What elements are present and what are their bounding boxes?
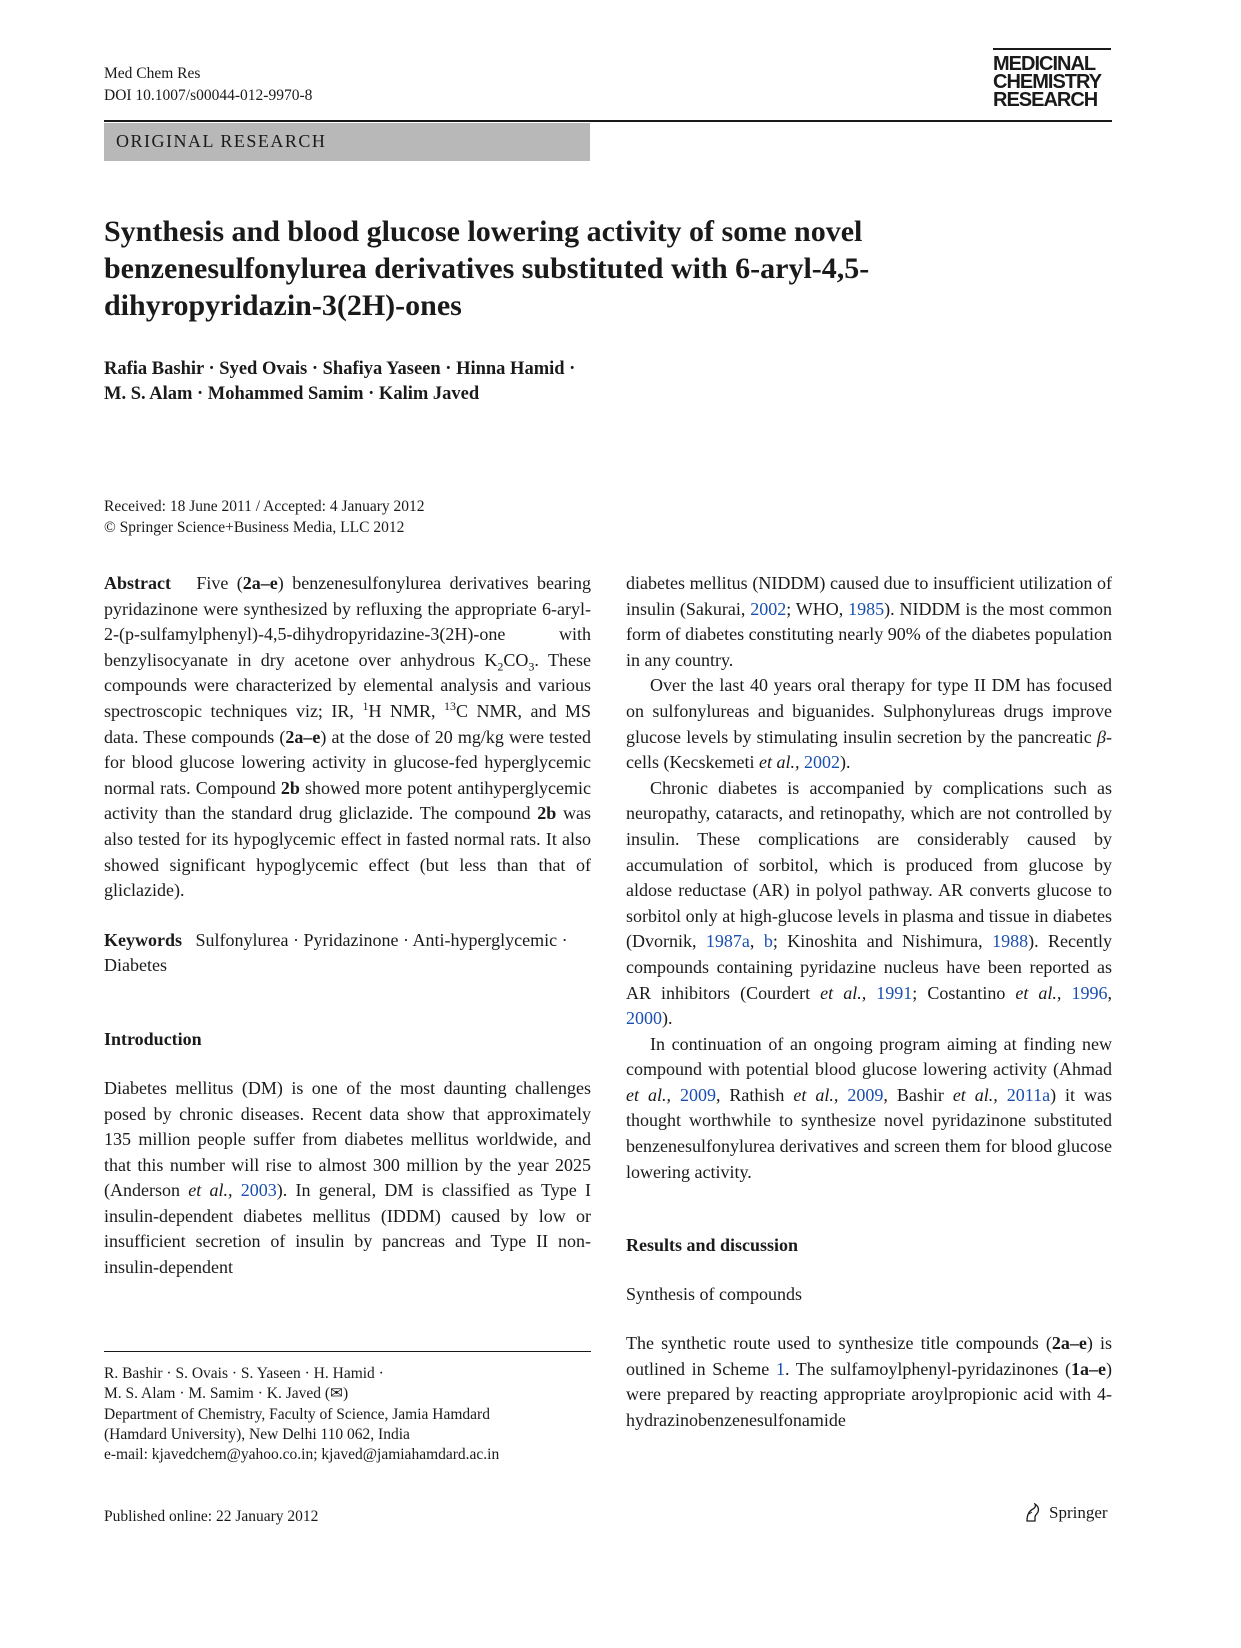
doi[interactable]: DOI 10.1007/s00044-012-9970-8 bbox=[104, 87, 313, 104]
intro-paragraph: Diabetes mellitus (DM) is one of the most daunting challenges posed by chronic diseases. Recent data show that approximately 135 million people suffer from diabetes mellitus worldwide, and that this number will rise to almost 300 million by the year 2025 (Anderson et al., 2003). In general, DM is classified as Type I insulin-dependent diabetes mellitus (IDDM) caused by low or insufficient secretion of insulin by pancreas and Type II non-insulin-dependent bbox=[104, 1077, 592, 1278]
ref-link[interactable]: 1996 bbox=[1071, 982, 1108, 1003]
authors-line-1: Rafia Bashir · Syed Ovais · Shafiya Yaseen · Hinna Hamid · bbox=[104, 359, 576, 379]
ref-link[interactable]: 1988 bbox=[992, 931, 1029, 952]
scheme-link[interactable]: 1 bbox=[775, 1358, 785, 1379]
logo-line-1: MEDICINAL bbox=[993, 53, 1096, 75]
ref-link[interactable]: b bbox=[763, 931, 773, 952]
abstract-label: Abstract bbox=[104, 573, 171, 593]
paragraph: In continuation of an ongoing program aiming at finding new compound with potential blood glucose lowering activity (Ahmad et al., 2009, Rathish et al., 2009, Bashir et al., 2011a) it was thought worthwhile to synthesize novel pyridazinone substituted benzenesulfonylurea derivatives and screen them for blood glucose lowering activity. bbox=[626, 1033, 1113, 1182]
logo-line-3: RESEARCH bbox=[993, 89, 1098, 111]
ref-link[interactable]: 2000 bbox=[626, 1008, 662, 1029]
affiliation: R. Bashir · S. Ovais · S. Yaseen · H. Hamid · M. S. Alam · M. Samim · K. Javed (✉) Department of Chemistry, Faculty of Science, Jamia Hamdard (Hamdard University), New Delhi 110 062, India e-mail: kjavedchem@yahoo.co.in; kjaved@jamiahamdard.ac.in bbox=[104, 1364, 591, 1465]
ref-link[interactable]: 2011a bbox=[1006, 1084, 1051, 1105]
ref-link[interactable]: 2002 bbox=[750, 598, 787, 619]
received-date: Received: 18 June 2011 / Accepted: 4 January 2012 bbox=[104, 498, 425, 515]
section-banner: ORIGINAL RESEARCH bbox=[104, 123, 590, 161]
ref-link[interactable]: 1991 bbox=[876, 982, 913, 1003]
dates bbox=[104, 496, 425, 538]
paragraph: diabetes mellitus (NIDDM) caused due to insufficient utilization of insulin (Sakurai, 2002; WHO, 1985). NIDDM is the most common form of diabetes constituting nearly 90% of the diabetes population in any country. bbox=[626, 573, 1112, 670]
authors-line-2: M. S. Alam · Mohammed Samim · Kalim Javed bbox=[104, 384, 480, 404]
left-column bbox=[104, 571, 591, 1281]
keywords bbox=[104, 928, 591, 979]
article-title: Synthesis and blood glucose lowering activity of some novel benzenesulfonylurea derivatives substituted with 6-aryl-4,5-dihyropyridazin-3(2H)-ones bbox=[104, 215, 870, 322]
logo-rule bbox=[993, 48, 1111, 50]
ref-link[interactable]: 2009 bbox=[847, 1084, 884, 1105]
paragraph: Over the last 40 years oral therapy for type II DM has focused on sulfonylureas and biguanides. Sulphonylureas drugs improve glucose levels by stimulating insulin secretion by the pancreatic β-cells (Kecskemeti et al., 2002). bbox=[626, 675, 1112, 773]
ref-link[interactable]: 2003 bbox=[240, 1180, 277, 1201]
synthesis-heading: Synthesis of compounds bbox=[626, 1284, 803, 1305]
ref-link[interactable]: 2002 bbox=[803, 752, 840, 773]
ref-link[interactable]: 2009 bbox=[679, 1084, 716, 1105]
ref-link[interactable]: 1985 bbox=[848, 598, 885, 619]
header-rule bbox=[104, 120, 1112, 122]
ref-link[interactable]: 1987a bbox=[705, 931, 750, 952]
email[interactable]: e-mail: kjavedchem@yahoo.co.in; kjaved@jamiahamdard.ac.in bbox=[104, 1446, 500, 1464]
authors bbox=[104, 357, 804, 407]
results-heading: Results and discussion bbox=[626, 1235, 799, 1256]
paragraph: Chronic diabetes is accompanied by complications such as neuropathy, cataracts, and retinopathy, which are not controlled by insulin. These complications are considerably caused by accumulation of sorbitol, which is produced from glucose by aldose reductase (AR) in polyol pathway. AR converts glucose to sorbitol only at high-glucose levels in plasma and tissue in diabetes (Dvornik, 1987a, b; Kinoshita and Nishimura, 1988). Recently compounds containing pyridazine nucleus have been reported as AR inhibitors (Courdert et al., 1991; Costantino et al., 1996, 2000). bbox=[626, 777, 1112, 1029]
copyright: © Springer Science+Business Media, LLC 2012 bbox=[104, 519, 405, 536]
published-date: Published online: 22 January 2012 bbox=[104, 1508, 319, 1525]
right-column bbox=[626, 571, 1112, 1434]
abstract: Abstract Five (2a–e) benzenesulfonylurea derivatives bearing pyridazinone were synthesized by refluxing the appropriate 6-aryl-2-(p-sulfamylphenyl)-4,5-dihydropyridazine-3(2H)-one with benzylisocyanate in dry acetone over anhydrous $K_2CO_3$. These compounds were characterized by elemental analysis and various spectroscopic techniques viz; IR, $^1$H NMR, $^{13}$C NMR, and MS data. These compounds (2a–e) at the dose of 20 mg/kg were tested for blood glucose lowering activity in glucose-fed hyperglycemic normal rats. Compound 2b showed more potent antihyperglycemic activity than the standard drug gliclazide. The compound 2b was also tested for its hypoglycemic effect in fasted normal rats. It also showed significant hypoglycemic effect (but less than that of gliclazide). bbox=[104, 573, 592, 901]
journal-logo bbox=[993, 55, 1123, 109]
keywords-label: Keywords bbox=[104, 929, 182, 950]
springer-horse-icon bbox=[1023, 1503, 1043, 1523]
journal-name: Med Chem Res bbox=[104, 65, 201, 82]
intro-heading: Introduction bbox=[104, 1028, 202, 1049]
publisher-name: Springer bbox=[1049, 1503, 1108, 1522]
paragraph: The synthetic route used to synthesize title compounds (2a–e) is outlined in Scheme 1. The sulfamoylphenyl-pyridazinones (1a–e) were prepared by reacting appropriate aroylpropionic acid with 4-hydrazinobenzenesulfonamide bbox=[626, 1333, 1112, 1431]
logo-line-2: CHEMISTRY bbox=[993, 71, 1102, 93]
publisher-logo bbox=[1023, 1503, 1108, 1523]
affiliation-rule bbox=[104, 1351, 591, 1352]
keywords-text: Sulfonylurea · Pyridazinone · Anti-hyperglycemic · Diabetes bbox=[104, 929, 568, 976]
envelope-icon: ✉ bbox=[330, 1385, 344, 1403]
